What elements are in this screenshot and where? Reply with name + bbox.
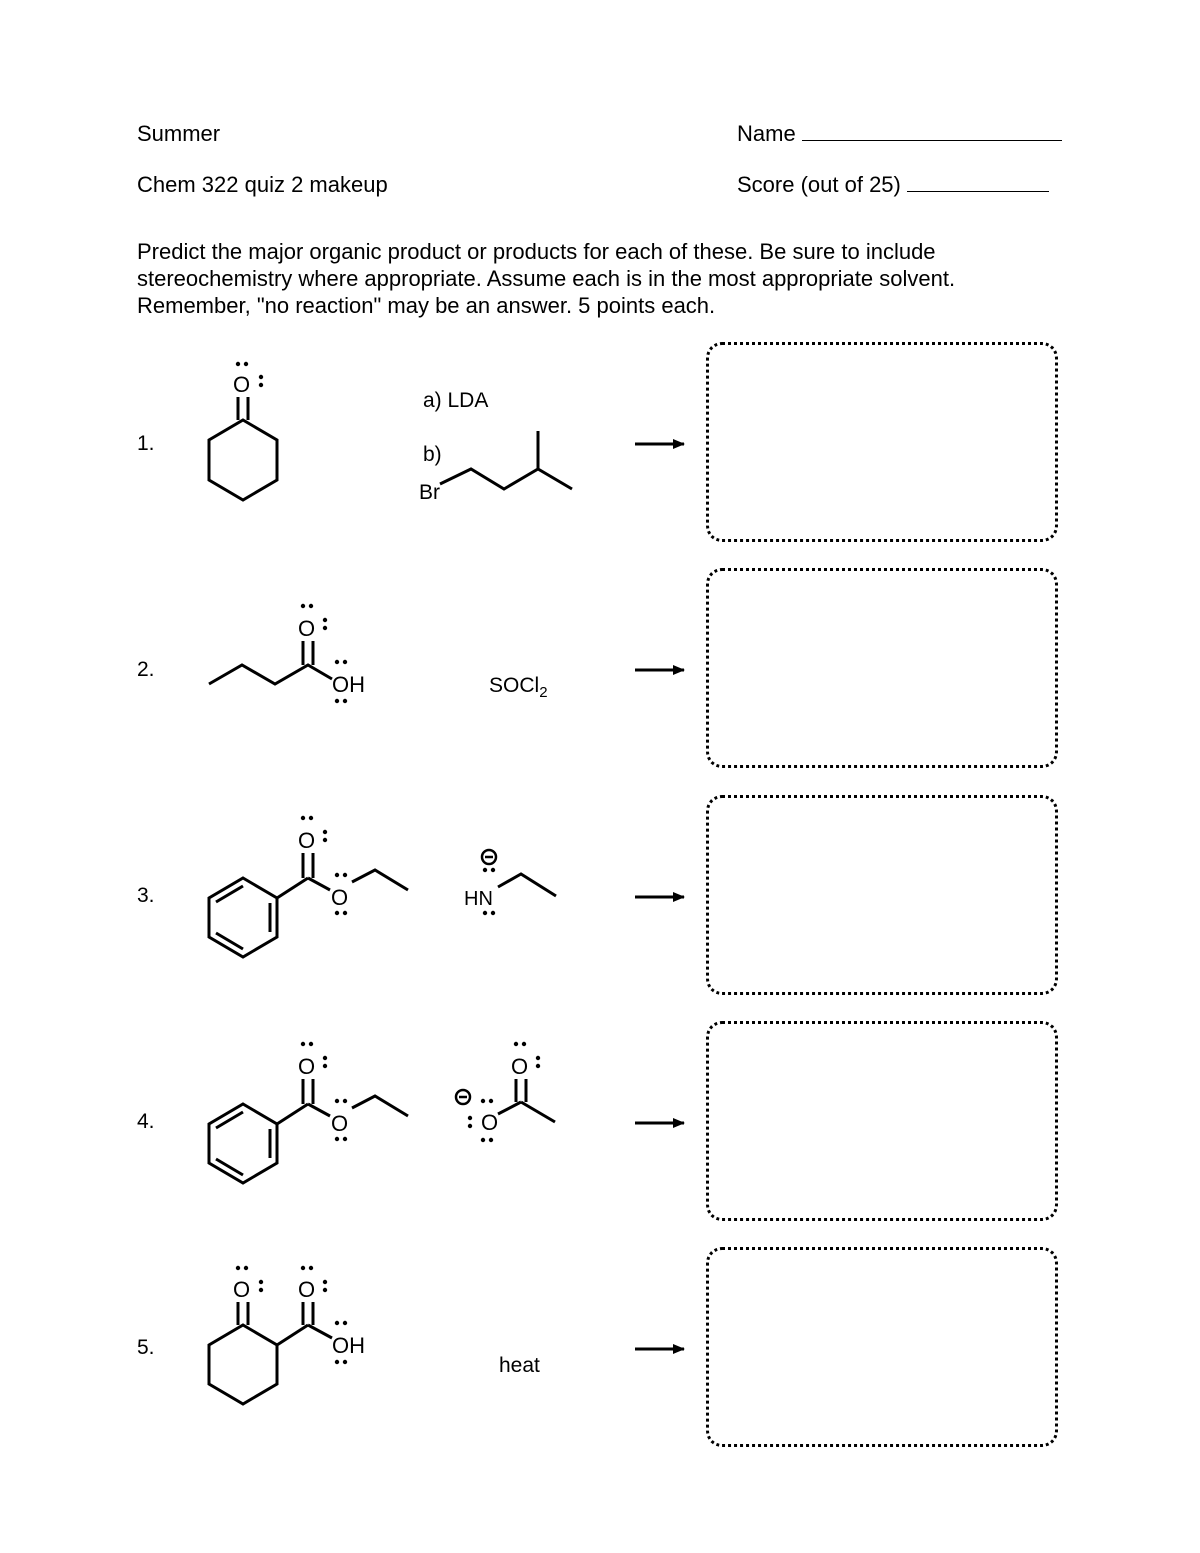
question-number-1: 1. <box>137 432 155 455</box>
instruction-line: stereochemistry where appropriate. Assume each is in the most appropriate solvent. <box>137 266 956 291</box>
lone-pair-dots <box>468 1042 540 1142</box>
score-label: Score (out of 25) <box>737 172 901 197</box>
question-number-5: 5. <box>137 1336 155 1359</box>
question-number-3: 3. <box>137 884 155 907</box>
carbonyl-o-label: O <box>298 616 316 641</box>
ethylamide-chain <box>498 874 556 896</box>
instruction-line: Remember, "no reaction" may be an answer. 5 points each. <box>137 293 716 318</box>
lone-pair-dots <box>236 1266 347 1364</box>
ethyl-benzoate-structure <box>209 1079 408 1183</box>
amide-anion-label: HN <box>464 888 493 910</box>
hydroxyl-label: OH <box>332 1333 365 1358</box>
name-label: Name <box>737 121 796 146</box>
question-number-2: 2. <box>137 658 155 681</box>
cyclohexanone-structure <box>209 397 277 500</box>
course-title: Chem 322 quiz 2 makeup <box>137 172 388 197</box>
acetate-carbonyl-o-label: O <box>511 1054 529 1079</box>
ethyl-benzoate-structure <box>209 853 408 957</box>
acetate-structure <box>498 1079 555 1122</box>
bromine-label: Br <box>419 481 440 504</box>
alkyl-bromide-chain <box>440 469 572 489</box>
ester-o-label: O <box>331 885 349 910</box>
acetate-anion-o-label: O <box>481 1110 499 1135</box>
negative-charge-icon <box>456 1090 470 1104</box>
carbonyl-o-label: O <box>298 1054 316 1079</box>
instruction-line: Predict the major organic product or products for each of these. Be sure to include <box>137 239 936 264</box>
reagent-b-label: b) <box>423 443 442 466</box>
question-number-4: 4. <box>137 1110 155 1133</box>
ketone-o-label: O <box>233 1277 251 1302</box>
carbonyl-o-label: O <box>233 372 251 397</box>
carbonyl-o-label: O <box>298 1277 316 1302</box>
reagent-heat: heat <box>499 1354 540 1377</box>
negative-charge-icon <box>482 850 496 864</box>
reagent-thionyl-chloride: SOCl$_2$ <box>489 674 548 701</box>
keto-acid-structure <box>209 1302 332 1404</box>
butanoic-acid-chain <box>209 665 332 684</box>
reagent-a-label: a) LDA <box>423 389 489 412</box>
hydroxyl-label: OH <box>332 672 365 697</box>
term-label: Summer <box>137 121 221 146</box>
ester-o-label: O <box>331 1111 349 1136</box>
carbonyl-o-label: O <box>298 828 316 853</box>
